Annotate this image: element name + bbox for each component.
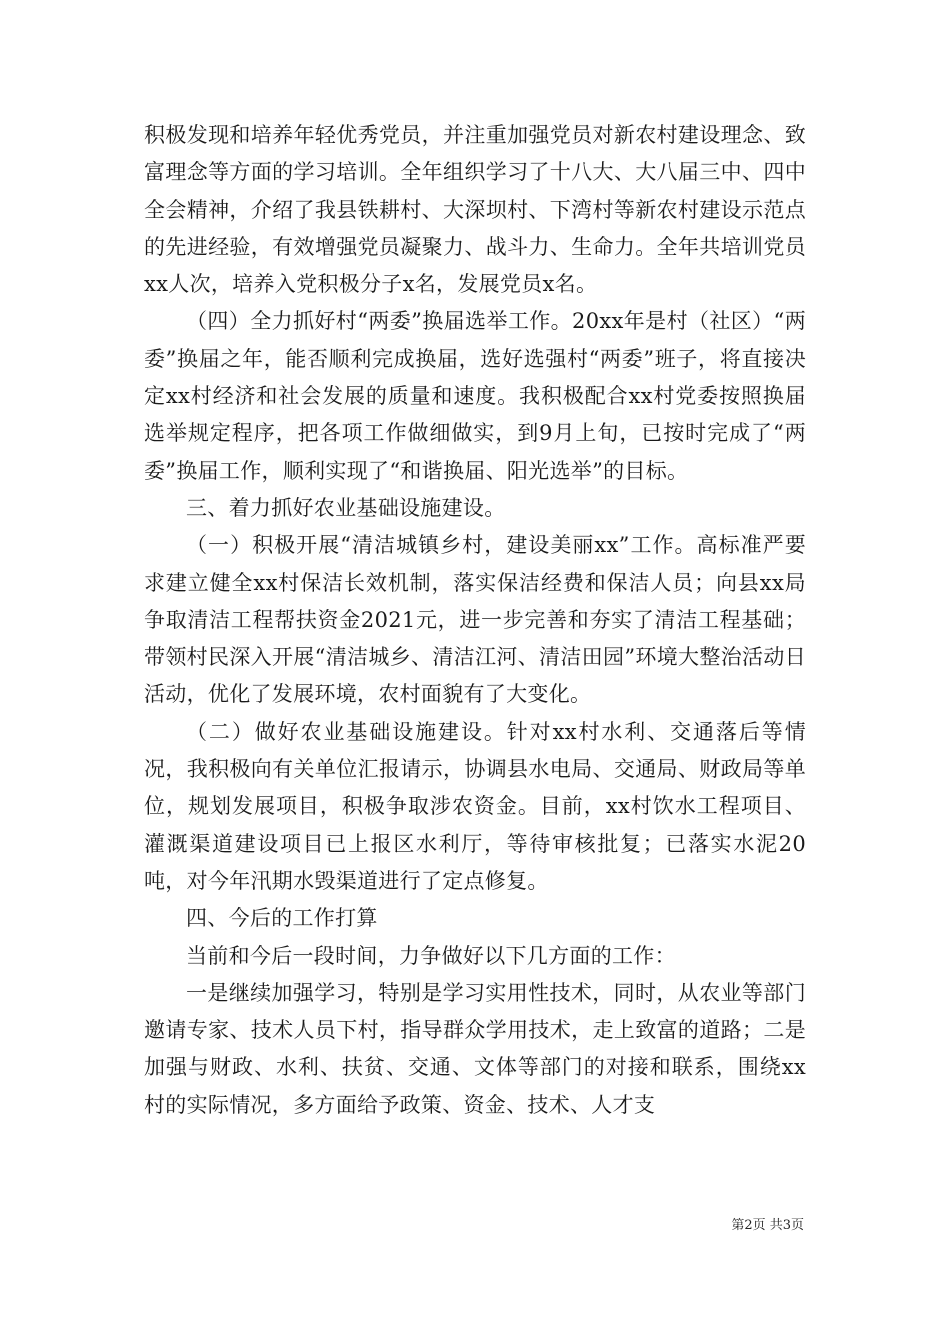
paragraph-future-details: 一是继续加强学习，特别是学习实用性技术，同时，从农业等部门邀请专家、技术人员下村，指导群众学用技术，走上致富的道路；二是加强与财政、水利、扶贫、交通、文体等部门的对接和联系，围绕xx村的实际情况，多方面给予政策、资金、技术、人才支 <box>144 980 806 1117</box>
page-number-footer: 第2页 共3页 <box>731 1218 804 1233</box>
paragraph-future-intro: 当前和今后一段时间，力争做好以下几方面的工作： <box>186 943 676 968</box>
paragraph-agricultural-infrastructure: （二）做好农业基础设施建设。针对xx村水利、交通落后等情况，我积极向有关单位汇报请示，协调县水电局、交通局、财政局等单位，规划发展项目，积极争取涉农资金。目前，xx村饮水工程项目、灌溉渠道建设项目已上报区水利厅，等待审核批复；已落实水泥20吨，对今年汛期水毁渠道进行了定点修复。 <box>144 719 806 893</box>
section-heading-infrastructure: 三、着力抓好农业基础设施建设。 <box>186 495 506 520</box>
section-heading-future-plans: 四、今后的工作打算 <box>186 906 378 931</box>
paragraph-committee-election: （四）全力抓好村“两委”换届选举工作。20xx年是村（社区）“两委”换届之年，能否顺利完成换届，选好选强村“两委”班子，将直接决定xx村经济和社会发展的质量和速度。我积极配合xx村党委按照换届选举规定程序，把各项工作做细做实，到9月上旬，已按时完成了“两委”换届工作，顺利实现了“和谐换届、阳光选举”的目标。 <box>144 309 806 483</box>
paragraph-clean-village: （一）积极开展“清洁城镇乡村，建设美丽xx”工作。高标准严要求建立健全xx村保洁长效机制，落实保洁经费和保洁人员；向县xx局争取清洁工程帮扶资金2021元，进一步完善和夯实了清洁工程基础；带领村民深入开展“清洁城乡、清洁江河、清洁田园”环境大整治活动日活动，优化了发展环境，农村面貌有了大变化。 <box>144 533 806 707</box>
paragraph-party-member-training: 积极发现和培养年轻优秀党员，并注重加强党员对新农村建设理念、致富理念等方面的学习培训。全年组织学习了十八大、大八届三中、四中全会精神，介绍了我县铁耕村、大深坝村、下湾村等新农村建设示范点的先进经验，有效增强党员凝聚力、战斗力、生命力。全年共培训党员xx人次，培养入党积极分子x名，发展党员x名。 <box>144 123 806 297</box>
document-body <box>144 117 806 1124</box>
